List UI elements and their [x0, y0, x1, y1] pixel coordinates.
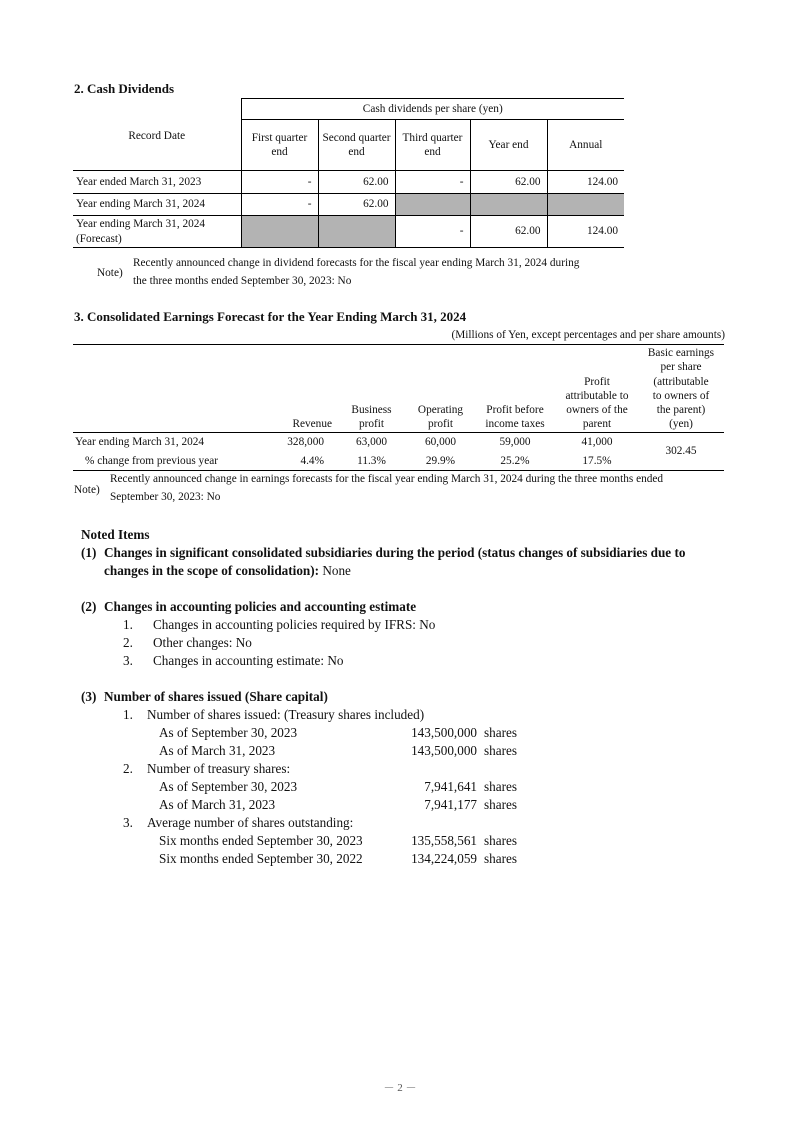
record-date-header: Record Date	[128, 129, 186, 142]
row-label: Year ending March 31, 2024 (Forecast)	[76, 218, 206, 245]
cell-profit-attributable: 41,000	[581, 436, 613, 449]
item2-title: Changes in accounting policies and accounting estimate	[104, 599, 417, 614]
cell-revenue: 328,000	[287, 436, 324, 449]
shares-group2-num: 2.	[123, 761, 133, 776]
header-revenue: Revenue	[292, 417, 332, 430]
col-year-end: Year end	[470, 120, 547, 171]
shares-group1-num: 1.	[123, 707, 133, 722]
cell-q2-shaded	[318, 216, 395, 248]
col-third-quarter: Third quarter end	[395, 120, 470, 171]
header-business-profit: Business profit	[351, 403, 392, 430]
dividends-note-label: Note)	[97, 267, 123, 279]
item2-sub3-text: Changes in accounting estimate: No	[153, 653, 344, 668]
row-label: Year ending March 31, 2024	[76, 198, 206, 211]
cell-year-end-shaded	[470, 194, 547, 216]
table-row	[73, 216, 624, 248]
shares-group3-num: 3.	[123, 815, 133, 830]
shares-row-label: Six months ended September 30, 2022	[159, 851, 363, 866]
cell-q1-shaded	[241, 216, 318, 248]
item3-number: (3)	[81, 689, 97, 704]
shares-group3-heading: Average number of shares outstanding:	[147, 815, 354, 830]
cell-q3: -	[395, 171, 470, 194]
item2-sub2-num: 2.	[123, 635, 133, 650]
cell-q1: -	[241, 194, 318, 216]
cell-business-profit-change: 11.3%	[357, 454, 386, 467]
cell-profit-before-tax-change: 25.2%	[500, 454, 530, 467]
cell-profit-before-tax: 59,000	[499, 436, 531, 449]
shares-row-unit: shares	[484, 833, 517, 848]
shares-row-label: As of March 31, 2023	[159, 797, 276, 812]
col-annual: Annual	[547, 120, 624, 171]
shares-row-unit: shares	[484, 779, 517, 794]
item1-bold-label: changes in the scope of consolidation):	[104, 563, 320, 578]
cell-business-profit: 63,000	[355, 436, 388, 449]
item2-sub2-text: Other changes: No	[153, 635, 252, 650]
shares-row-unit: shares	[484, 797, 517, 812]
item2-sub1-text: Changes in accounting policies required by IFRS: No	[153, 617, 436, 632]
dividends-title: 2. Cash Dividends	[74, 81, 175, 96]
shares-row-label: Six months ended September 30, 2023	[159, 833, 363, 848]
cell-profit-attributable-change: 17.5%	[582, 454, 612, 467]
cell-year-end: 62.00	[470, 216, 547, 248]
shares-group1-heading: Number of shares issued: (Treasury shares included)	[147, 707, 425, 722]
header-operating-profit: Operating profit	[417, 403, 464, 430]
row-label: % change from previous year	[85, 454, 218, 467]
dividends-note-line2: the three months ended September 30, 2023: No	[133, 275, 352, 287]
shares-row-value: 7,941,177	[424, 797, 477, 812]
cell-q3-shaded	[395, 194, 470, 216]
forecast-note-label: Note)	[74, 484, 100, 496]
shares-row-value: 7,941,641	[424, 779, 477, 794]
forecast-note-line2: September 30, 2023: No	[110, 491, 221, 503]
forecast-note-line1: Recently announced change in earnings forecasts for the fiscal year ending March 31, 2024 during the three months ended	[110, 473, 664, 485]
shares-row-label: As of March 31, 2023	[159, 743, 276, 758]
item1-line2	[104, 562, 351, 580]
table-row	[73, 452, 724, 471]
cell-q3: -	[395, 216, 470, 248]
shares-group2-heading: Number of treasury shares:	[147, 761, 291, 776]
item1-value: None	[319, 563, 351, 578]
cell-operating-profit-change: 29.9%	[425, 454, 456, 467]
header-profit-attributable: Profit attributable to owners of the parent	[565, 375, 629, 430]
cell-annual: 124.00	[547, 216, 624, 248]
col-first-quarter: First quarter end	[241, 120, 318, 171]
item2-sub3-num: 3.	[123, 653, 133, 668]
forecast-table	[73, 344, 724, 471]
row-label: Year ending March 31, 2024	[75, 436, 205, 449]
dividends-table	[73, 98, 624, 248]
item3-title: Number of shares issued (Share capital)	[104, 689, 328, 704]
item2-sub1-num: 1.	[123, 617, 133, 632]
cell-q2: 62.00	[318, 171, 395, 194]
cell-q2: 62.00	[318, 194, 395, 216]
table-row	[73, 433, 724, 452]
row-label: Year ended March 31, 2023	[73, 171, 241, 194]
page-number: － 2 －	[383, 1082, 417, 1094]
header-profit-before-tax: Profit before income taxes	[485, 403, 545, 430]
shares-row-value: 143,500,000	[411, 725, 477, 740]
dividends-note-line1: Recently announced change in dividend forecasts for the fiscal year ending March 31, 2024 during	[133, 257, 580, 269]
shares-row-value: 143,500,000	[411, 743, 477, 758]
shares-row-value: 135,558,561	[411, 833, 477, 848]
cell-year-end: 62.00	[470, 171, 547, 194]
table-row	[73, 171, 624, 194]
shares-row-value: 134,224,059	[411, 851, 477, 866]
cell-annual-shaded	[547, 194, 624, 216]
cell-operating-profit: 60,000	[424, 436, 457, 449]
header-eps: Basic earnings per share (attributable to owners of the parent) (yen)	[647, 347, 715, 430]
noted-items-title: Noted Items	[81, 527, 150, 542]
item1-number: (1)	[81, 545, 97, 560]
shares-row-unit: shares	[484, 725, 517, 740]
shares-row-label: As of September 30, 2023	[159, 779, 298, 794]
forecast-unit-note: (Millions of Yen, except percentages and per share amounts)	[451, 329, 725, 341]
shares-row-unit: shares	[484, 851, 517, 866]
col-second-quarter: Second quarter end	[318, 120, 395, 171]
cash-dividends-group-header: Cash dividends per share (yen)	[241, 99, 624, 120]
forecast-title: 3. Consolidated Earnings Forecast for the Year Ending March 31, 2024	[74, 309, 467, 324]
item1-line1: Changes in significant consolidated subsidiaries during the period (status changes of subsidiaries due to	[104, 545, 686, 560]
item2-number: (2)	[81, 599, 97, 614]
cell-q1: -	[241, 171, 318, 194]
shares-row-unit: shares	[484, 743, 517, 758]
cell-eps: 302.45	[665, 445, 697, 458]
cell-annual: 124.00	[547, 171, 624, 194]
shares-row-label: As of September 30, 2023	[159, 725, 298, 740]
table-row	[73, 194, 624, 216]
cell-revenue-change: 4.4%	[300, 454, 324, 467]
